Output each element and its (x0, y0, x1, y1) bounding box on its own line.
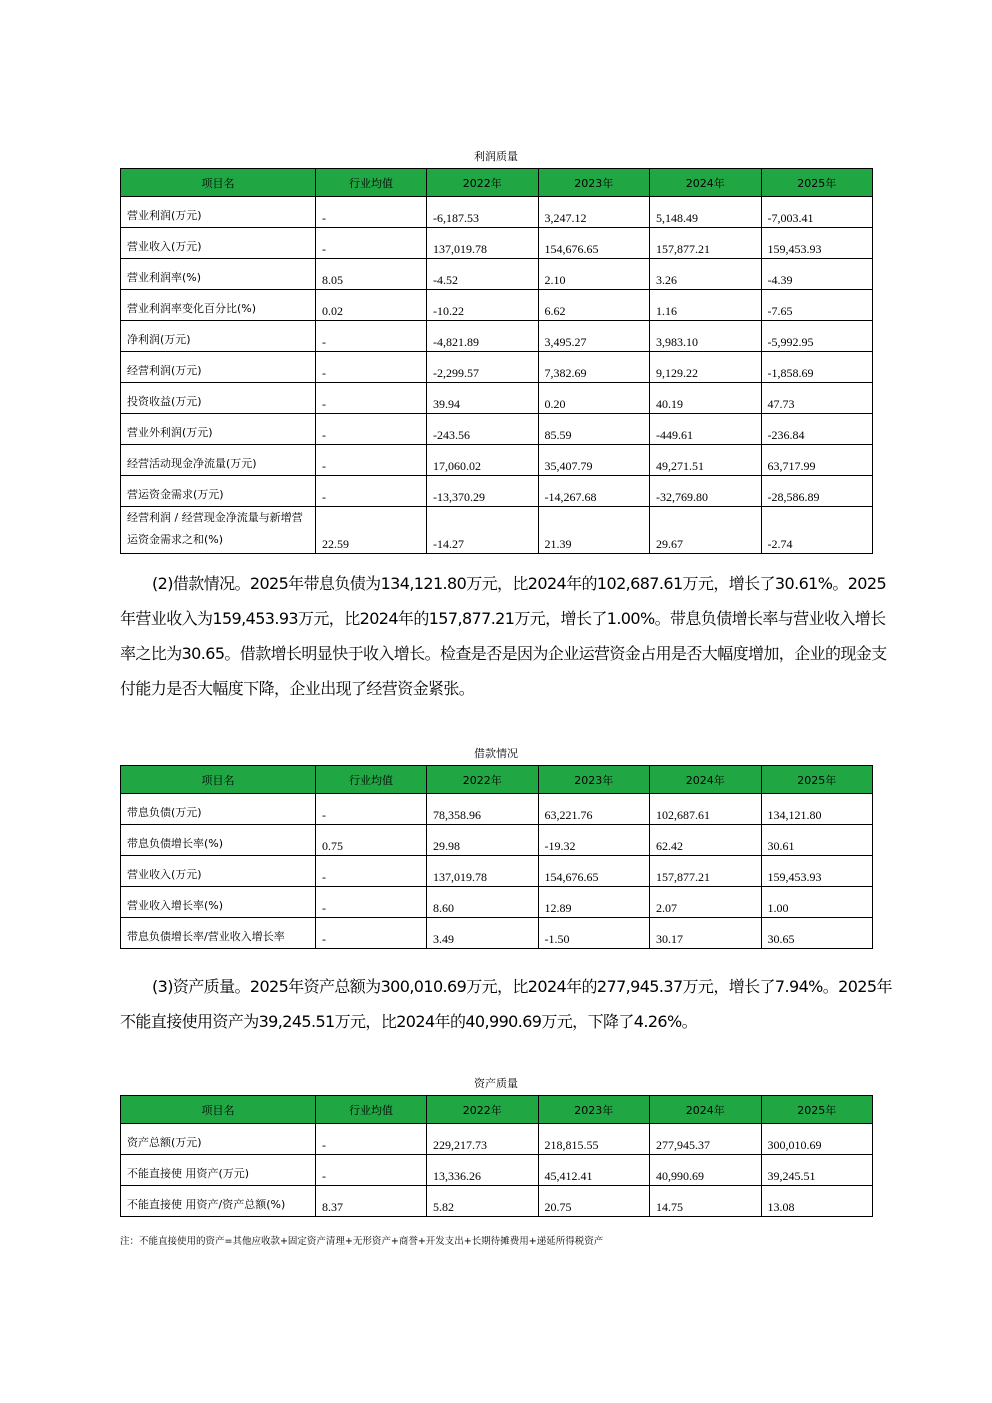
table-cell: -6,187.53 (427, 197, 539, 228)
table-cell: 13.08 (761, 1186, 873, 1217)
table-row (121, 290, 873, 321)
row-label: 不能直接使 用资产(万元) (121, 1155, 316, 1186)
table-cell: - (316, 1155, 427, 1186)
table-cell: - (316, 197, 427, 228)
table-cell: -13,370.29 (427, 476, 539, 507)
table-cell: - (316, 321, 427, 352)
table-cell: 3.26 (650, 259, 762, 290)
table-cell: 102,687.61 (650, 794, 762, 825)
table-cell: 8.37 (316, 1186, 427, 1217)
table-cell: -2.74 (761, 507, 873, 554)
table-cell: 134,121.80 (761, 794, 873, 825)
table-row (121, 383, 873, 414)
row-label: 投资收益(万元) (121, 383, 316, 414)
column-header: 2023年 (538, 766, 650, 794)
row-label: 经营活动现金净流量(万元) (121, 445, 316, 476)
column-header: 2025年 (761, 1096, 873, 1124)
profit-table-caption: 利润质量 (474, 150, 518, 163)
row-label: 资产总额(万元) (121, 1124, 316, 1155)
row-label: 营运资金需求(万元) (121, 476, 316, 507)
table-cell: 17,060.02 (427, 445, 539, 476)
row-label: 营业利润(万元) (121, 197, 316, 228)
profit-quality-table (120, 168, 873, 554)
table-row (121, 352, 873, 383)
table-cell: -32,769.80 (650, 476, 762, 507)
table-cell: - (316, 918, 427, 949)
table-cell: 137,019.78 (427, 228, 539, 259)
table-cell: -7.65 (761, 290, 873, 321)
table-cell: -5,992.95 (761, 321, 873, 352)
table-cell: 6.62 (538, 290, 650, 321)
table-cell: 154,676.65 (538, 856, 650, 887)
table-cell: - (316, 445, 427, 476)
table-cell: 159,453.93 (761, 856, 873, 887)
table-cell: - (316, 352, 427, 383)
column-header: 2023年 (538, 1096, 650, 1124)
table-cell: 8.60 (427, 887, 539, 918)
table-row (121, 476, 873, 507)
table-cell: - (316, 887, 427, 918)
table-cell: 0.02 (316, 290, 427, 321)
table-row (121, 856, 873, 887)
table-cell: 49,271.51 (650, 445, 762, 476)
table-cell: 3,983.10 (650, 321, 762, 352)
table-cell: 3,495.27 (538, 321, 650, 352)
table-row (121, 228, 873, 259)
table-cell: 40.19 (650, 383, 762, 414)
column-header: 2022年 (427, 169, 539, 197)
table-cell: - (316, 414, 427, 445)
assets-paragraph: (3)资产质量。2025年资产总额为300,010.69万元，比2024年的277,945.37万元，增长了7.94%。2025年不能直接使用资产为39,245.51万元，比2024年的40,990.69万元，下降了4.26%。 (120, 977, 892, 1031)
table-cell: 5,148.49 (650, 197, 762, 228)
table-cell: 159,453.93 (761, 228, 873, 259)
table-row (121, 1124, 873, 1155)
table-cell: 8.05 (316, 259, 427, 290)
row-label: 营业利润率变化百分比(%) (121, 290, 316, 321)
table-cell: 21.39 (538, 507, 650, 554)
column-header: 2024年 (650, 1096, 762, 1124)
table-cell: -10.22 (427, 290, 539, 321)
row-label: 营业利润率(%) (121, 259, 316, 290)
column-header: 行业均值 (316, 169, 427, 197)
row-label: 营业收入(万元) (121, 856, 316, 887)
table-cell: 1.00 (761, 887, 873, 918)
table-cell: 30.61 (761, 825, 873, 856)
table-row (121, 414, 873, 445)
table-cell: 2.10 (538, 259, 650, 290)
column-header: 2022年 (427, 1096, 539, 1124)
table-cell: 63,717.99 (761, 445, 873, 476)
column-header: 2025年 (761, 766, 873, 794)
table-cell: -4.39 (761, 259, 873, 290)
table-cell: 39,245.51 (761, 1155, 873, 1186)
table-cell: 157,877.21 (650, 856, 762, 887)
table-cell: 35,407.79 (538, 445, 650, 476)
table-cell: -19.32 (538, 825, 650, 856)
column-header: 2025年 (761, 169, 873, 197)
table-cell: - (316, 476, 427, 507)
borrowing-table (120, 765, 873, 949)
table-cell: -1.50 (538, 918, 650, 949)
borrowing-paragraph: (2)借款情况。2025年带息负债为134,121.80万元，比2024年的102,687.61万元，增长了30.61%。2025年营业收入为159,453.93万元，比2024年的157,877.21万元，增长了1.00%。带息负债增长率与营业收入增长率之比为30.65。借款增长明显快于收入增长。检查是否是因为企业运营资金占用是否大幅度增加，企业的现金支付能力是否大幅度下降，企业出现了经营资金紧张。 (120, 574, 887, 698)
table-cell: 45,412.41 (538, 1155, 650, 1186)
table-cell: 229,217.73 (427, 1124, 539, 1155)
table-row (121, 259, 873, 290)
table-cell: - (316, 228, 427, 259)
table-row (121, 1186, 873, 1217)
table-cell: - (316, 856, 427, 887)
table-cell: 3.49 (427, 918, 539, 949)
table-cell: -449.61 (650, 414, 762, 445)
row-label: 带息负债增长率(%) (121, 825, 316, 856)
table-row (121, 794, 873, 825)
row-label: 带息负债(万元) (121, 794, 316, 825)
column-header: 2023年 (538, 169, 650, 197)
table-cell: 63,221.76 (538, 794, 650, 825)
table-cell: 9,129.22 (650, 352, 762, 383)
asset-table-caption: 资产质量 (474, 1077, 518, 1090)
row-label: 营业外利润(万元) (121, 414, 316, 445)
table-cell: -14,267.68 (538, 476, 650, 507)
table-row (121, 197, 873, 228)
table-cell: 29.98 (427, 825, 539, 856)
column-header: 项目名 (121, 766, 316, 794)
footnote: 注：不能直接使用的资产=其他应收款+固定资产清理+无形资产+商誉+开发支出+长期待摊费用+递延所得税资产 (120, 1236, 604, 1247)
table-cell: -4,821.89 (427, 321, 539, 352)
row-label: 经营利润 / 经营现金净流量与新增营运资金需求之和(%) (121, 507, 316, 554)
table-cell: 5.82 (427, 1186, 539, 1217)
asset-quality-table (120, 1095, 873, 1217)
borrowing-table-caption: 借款情况 (474, 747, 518, 760)
table-cell: - (316, 383, 427, 414)
table-cell: 30.17 (650, 918, 762, 949)
table-cell: 20.75 (538, 1186, 650, 1217)
table-cell: -1,858.69 (761, 352, 873, 383)
table-row (121, 507, 873, 554)
table-cell: 277,945.37 (650, 1124, 762, 1155)
table-cell: 3,247.12 (538, 197, 650, 228)
table-cell: -14.27 (427, 507, 539, 554)
table-row (121, 887, 873, 918)
table-cell: 154,676.65 (538, 228, 650, 259)
table-cell: 1.16 (650, 290, 762, 321)
table-cell: -4.52 (427, 259, 539, 290)
table-cell: 0.75 (316, 825, 427, 856)
table-cell: 85.59 (538, 414, 650, 445)
table-cell: 218,815.55 (538, 1124, 650, 1155)
table-cell: 13,336.26 (427, 1155, 539, 1186)
row-label: 不能直接使 用资产/资产总额(%) (121, 1186, 316, 1217)
row-label: 净利润(万元) (121, 321, 316, 352)
column-header: 2022年 (427, 766, 539, 794)
table-row (121, 825, 873, 856)
table-cell: 30.65 (761, 918, 873, 949)
table-cell: -28,586.89 (761, 476, 873, 507)
table-cell: -7,003.41 (761, 197, 873, 228)
row-label: 经营利润(万元) (121, 352, 316, 383)
column-header: 行业均值 (316, 1096, 427, 1124)
table-row (121, 321, 873, 352)
row-label: 营业收入(万元) (121, 228, 316, 259)
table-cell: 39.94 (427, 383, 539, 414)
column-header: 2024年 (650, 169, 762, 197)
table-cell: -243.56 (427, 414, 539, 445)
table-cell: 62.42 (650, 825, 762, 856)
table-cell: 2.07 (650, 887, 762, 918)
table-row (121, 1155, 873, 1186)
table-cell: 7,382.69 (538, 352, 650, 383)
column-header: 2024年 (650, 766, 762, 794)
table-cell: 0.20 (538, 383, 650, 414)
table-cell: -236.84 (761, 414, 873, 445)
table-cell: 157,877.21 (650, 228, 762, 259)
column-header: 项目名 (121, 169, 316, 197)
column-header: 行业均值 (316, 766, 427, 794)
table-header-row (121, 169, 873, 197)
table-cell: 137,019.78 (427, 856, 539, 887)
table-row (121, 918, 873, 949)
table-header-row (121, 766, 873, 794)
table-header-row (121, 1096, 873, 1124)
table-cell: 29.67 (650, 507, 762, 554)
table-cell: - (316, 794, 427, 825)
table-cell: 14.75 (650, 1186, 762, 1217)
table-cell: 12.89 (538, 887, 650, 918)
table-cell: 78,358.96 (427, 794, 539, 825)
table-cell: 47.73 (761, 383, 873, 414)
table-cell: 300,010.69 (761, 1124, 873, 1155)
column-header: 项目名 (121, 1096, 316, 1124)
table-cell: 22.59 (316, 507, 427, 554)
table-row (121, 445, 873, 476)
table-cell: 40,990.69 (650, 1155, 762, 1186)
table-cell: -2,299.57 (427, 352, 539, 383)
table-cell: - (316, 1124, 427, 1155)
row-label: 带息负债增长率/营业收入增长率 (121, 918, 316, 949)
row-label: 营业收入增长率(%) (121, 887, 316, 918)
